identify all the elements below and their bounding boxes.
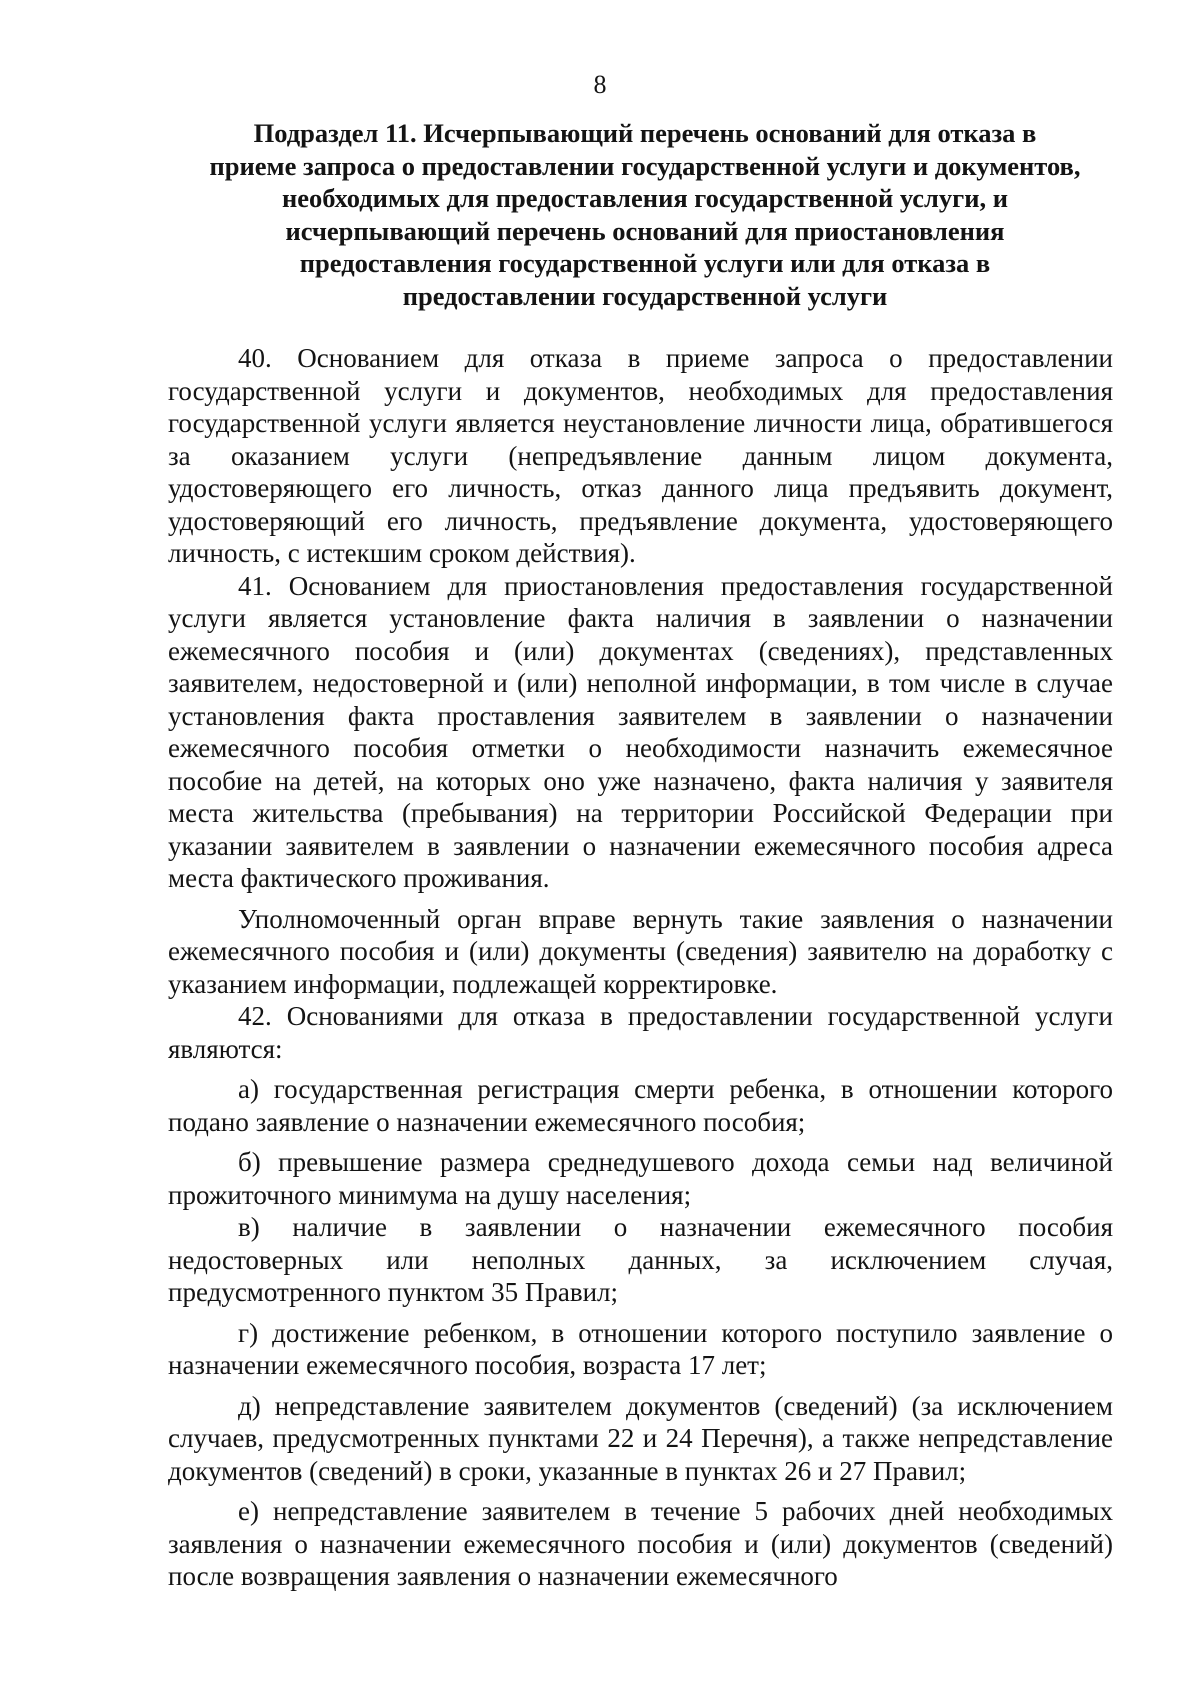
heading-line: предоставления государственной услуги или для отказа в — [299, 248, 991, 278]
paragraph-authority-return: Уполномоченный орган вправе вернуть такие заявления о назначении ежемесячного пособия и (или) документы (сведения) заявителю на доработку с указанием информации, подлежащей корректировке. — [168, 903, 1113, 999]
section-heading — [175, 117, 1115, 312]
paragraph-40: 40. Основанием для отказа в приеме запроса о предоставлении государственной услуги и документов, необходимых для предоставления государственной услуги является неустановление личности лица, обратившегося за оказанием услуги (непредъявление данным лицом документа, удостоверяющего его личность, отказ данного лица предъявить документ, удостоверяющий его личность, предъявление документа, удостоверяющего личность, с истекшим сроком действия). — [168, 343, 1113, 568]
heading-line: Подраздел 11. Исчерпывающий перечень оснований для отказа в — [253, 118, 1037, 148]
list-item-e: е) непредставление заявителем в течение 5 рабочих дней необходимых заявления о назначении ежемесячного пособия и (или) документов (сведений) после возвращения заявления о назначении ежемесячного — [168, 1496, 1113, 1591]
heading-line: необходимых для предоставления государственной услуги, и — [282, 183, 1008, 213]
list-item-d: д) непредставление заявителем документов (сведений) (за исключением случаев, предусмотренных пунктами 22 и 24 Перечня), а также непредставление документов (сведений) в сроки, указанные в пунктах 26 и 27 Правил; — [168, 1390, 1113, 1486]
list-item-g: г) достижение ребенком, в отношении которого поступило заявление о назначении ежемесячного пособия, возраста 17 лет; — [168, 1317, 1113, 1380]
paragraph-41: 41. Основанием для приостановления предоставления государственной услуги является установление факта наличия в заявлении о назначении ежемесячного пособия и (или) документах (сведениях), представленных заявителем, недостоверной и (или) неполной информации, в том числе в случае установления факта проставления заявителем в заявлении о назначении ежемесячного пособия отметки о необходимости назначить ежемесячное пособие на детей, на которых оно уже назначено, факта наличия у заявителя места жительства (пребывания) на территории Российской Федерации при указании заявителем в заявлении о назначении ежемесячного пособия адреса места фактического проживания. — [168, 570, 1113, 893]
heading-line: исчерпывающий перечень оснований для приостановления — [285, 215, 1005, 246]
list-item-a: а) государственная регистрация смерти ребенка, в отношении которого подано заявление о назначении ежемесячного пособия; — [168, 1074, 1113, 1137]
heading-line: приеме запроса о предоставлении государственной услуги и документов, — [209, 150, 1081, 181]
list-item-v: в) наличие в заявлении о назначении ежемесячного пособия недостоверных или неполных данных, за исключением случая, предусмотренного пунктом 35 Правил; — [168, 1212, 1113, 1307]
paragraph-42: 42. Основаниями для отказа в предоставлении государственной услуги являются: — [168, 1001, 1113, 1064]
document-body — [168, 342, 1113, 1593]
list-item-b: б) превышение размера среднедушевого дохода семьи над величиной прожиточного минимума на душу населения; — [168, 1147, 1113, 1210]
heading-line: предоставлении государственной услуги — [402, 280, 888, 311]
page-number: 8 — [593, 70, 607, 99]
